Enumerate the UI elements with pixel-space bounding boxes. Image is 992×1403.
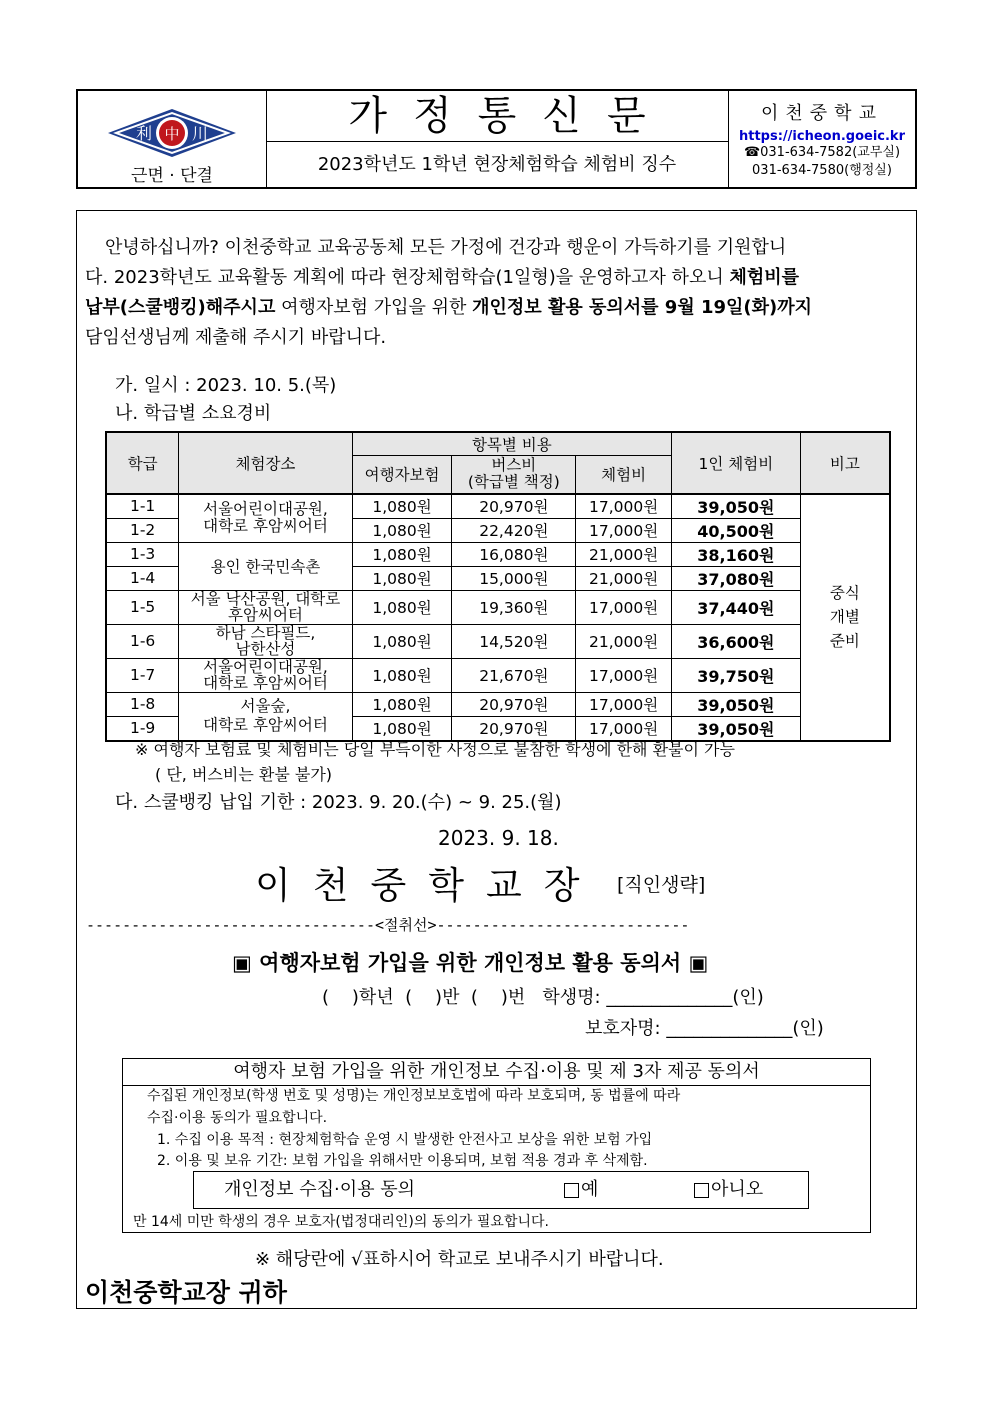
cell-fee: 17,000원 — [576, 692, 672, 716]
consent-period: 2. 이용 및 보유 기간: 보험 가입을 위해서만 이용되며, 보험 적용 경과 후 삭제함. — [157, 1153, 648, 1169]
minor-consent-note: 만 14세 미만 학생의 경우 보호자(법정대리인)의 동의가 필요합니다. — [133, 1214, 549, 1230]
cell-fee: 17,000원 — [576, 590, 672, 624]
cut-dashes-right: ---------------------------- — [436, 916, 690, 934]
item-cost: 나. 학급별 소요경비 — [115, 403, 272, 424]
logo-char-left: 利 — [135, 124, 153, 143]
cell-place — [179, 692, 352, 741]
note-line: 준비 — [829, 632, 860, 650]
title-cell — [266, 91, 729, 187]
cell-fee: 17,000원 — [576, 494, 672, 519]
agree-no-option[interactable] — [694, 1172, 763, 1208]
cell-fee: 17,000원 — [576, 518, 672, 542]
cell-total: 38,160원 — [672, 542, 801, 566]
cell-insurance: 1,080원 — [352, 566, 452, 590]
table-row — [106, 542, 890, 566]
school-info-cell — [729, 91, 915, 187]
agree-yes-option[interactable] — [564, 1172, 598, 1208]
cell-class: 1-5 — [106, 590, 179, 624]
intro-line-2 — [85, 263, 799, 293]
header-bus-label: 버스비 — [491, 456, 537, 475]
cell-class: 1-9 — [106, 716, 179, 741]
school-name: 이천중학교 — [761, 103, 883, 124]
cell-class: 1-6 — [106, 624, 179, 658]
header-bus-note: (학급별 책정) — [467, 473, 560, 492]
cell-bus: 22,420원 — [452, 518, 576, 542]
cell-place — [179, 542, 352, 590]
consent-purpose: 1. 수집 이용 목적 : 현장체험학습 운영 시 발생한 안전사고 보상을 위한 보험 가입 — [157, 1132, 653, 1148]
cell-fee: 21,000원 — [576, 542, 672, 566]
cell-place — [179, 590, 352, 624]
place-line: 서울 낙산공원, 대학로 — [190, 590, 341, 608]
logo-cell — [78, 91, 267, 187]
cell-total: 39,050원 — [672, 494, 801, 519]
refund-note-2: ( 단, 버스비는 환불 불가) — [155, 765, 333, 784]
sign-date: 2023. 9. 18. — [438, 826, 559, 850]
cell-bus: 20,970원 — [452, 692, 576, 716]
intro-line-3 — [85, 293, 812, 323]
cell-insurance: 1,080원 — [352, 624, 452, 658]
place-line: 용인 한국민속촌 — [210, 558, 321, 576]
cell-insurance: 1,080원 — [352, 542, 452, 566]
header-item-costs: 항목별 비용 — [352, 432, 671, 456]
guardian-info-line: 보호자명: ______________(인) — [585, 1018, 824, 1039]
cell-insurance: 1,080원 — [352, 590, 452, 624]
intro-line-1: 안녕하십니까? 이천중학교 교육공동체 모든 가정에 건강과 행운이 가득하기를 기원합니 — [105, 237, 787, 258]
cell-total: 36,600원 — [672, 624, 801, 658]
logo-char-right: 川 — [191, 124, 209, 143]
header-fee: 체험비 — [576, 456, 672, 494]
cell-bus: 19,360원 — [452, 590, 576, 624]
cell-place — [179, 658, 352, 692]
header-insurance: 여행자보험 — [352, 456, 452, 494]
return-instruction: ※ 해당란에 √표하시어 학교로 보내주시기 바랍니다. — [255, 1249, 664, 1270]
intro-line-2-text: 다. 2023학년도 교육활동 계획에 따라 현장체험학습(1일형)을 운영하고자 하오니 — [85, 267, 730, 288]
intro-line-3-text: 여행자보험 가입을 위한 — [275, 297, 473, 318]
letter-header — [76, 89, 917, 189]
consent-box — [122, 1058, 871, 1233]
phone-admin: 031-634-7580(행정실) — [752, 163, 892, 178]
table-row — [106, 494, 890, 519]
cell-total: 39,050원 — [672, 692, 801, 716]
cell-fee: 17,000원 — [576, 658, 672, 692]
agree-label: 개인정보 수집·이용 동의 — [224, 1179, 416, 1200]
phone-academic: ☎031-634-7582(교무실) — [743, 145, 901, 160]
cut-dashes-left: -------------------------------- — [86, 916, 375, 934]
school-motto: 근면 · 단결 — [131, 166, 213, 186]
table-row — [106, 590, 890, 624]
table-row — [106, 658, 890, 692]
cell-place — [179, 624, 352, 658]
cell-class: 1-8 — [106, 692, 179, 716]
logo-char-center: 中 — [164, 125, 180, 143]
place-line: 남한산성 — [235, 640, 296, 658]
place-line: 하남 스타필드, — [215, 624, 316, 642]
cut-label: <절취선> — [374, 916, 437, 934]
place-line: 후암씨어터 — [228, 606, 303, 624]
addressee: 이천중학교장 귀하 — [85, 1278, 287, 1307]
place-line: 서울어린이대공원, — [203, 658, 328, 676]
cell-total: 40,500원 — [672, 518, 801, 542]
cell-bus: 15,000원 — [452, 566, 576, 590]
cell-fee: 21,000원 — [576, 566, 672, 590]
consent-body-1: 수집된 개인정보(학생 번호 및 성명)는 개인정보보호법에 따라 보호되며, 동 법률에 따라 — [147, 1088, 681, 1104]
header-class: 학급 — [106, 432, 179, 494]
document-title: 가정통신문 — [266, 91, 728, 142]
cell-insurance: 1,080원 — [352, 494, 452, 519]
header-place: 체험장소 — [179, 432, 352, 494]
cell-total: 39,050원 — [672, 716, 801, 741]
place-line: 대학로 후암씨어터 — [203, 674, 328, 692]
cell-fee: 21,000원 — [576, 624, 672, 658]
yes-checkbox[interactable] — [564, 1183, 579, 1198]
cell-total: 39,750원 — [672, 658, 801, 692]
document-subtitle: 2023학년도 1학년 현장체험학습 체험비 징수 — [317, 154, 677, 175]
cell-class: 1-7 — [106, 658, 179, 692]
cut-line — [86, 914, 689, 935]
cell-bus: 21,670원 — [452, 658, 576, 692]
place-line: 대학로 후암씨어터 — [203, 716, 328, 734]
student-info-line: ( )학년 ( )반 ( )번 학생명: ______________(인) — [322, 987, 764, 1008]
cell-total: 37,080원 — [672, 566, 801, 590]
intro-bold-fee: 체험비를 — [729, 267, 800, 288]
cell-bus: 20,970원 — [452, 716, 576, 741]
cell-class: 1-4 — [106, 566, 179, 590]
place-line: 대학로 후암씨어터 — [203, 517, 328, 535]
table-row — [106, 624, 890, 658]
cell-fee: 17,000원 — [576, 716, 672, 741]
item-payment-deadline: 다. 스쿨뱅킹 납입 기한 : 2023. 9. 20.(수) ~ 9. 25.(월) — [115, 792, 562, 813]
cell-insurance: 1,080원 — [352, 716, 452, 741]
cell-class: 1-2 — [106, 518, 179, 542]
cell-insurance: 1,080원 — [352, 658, 452, 692]
place-line: 서울숲, — [240, 697, 291, 715]
header-bus — [452, 456, 576, 494]
note-line: 개별 — [829, 608, 860, 626]
cell-insurance: 1,080원 — [352, 518, 452, 542]
cell-place — [179, 494, 352, 543]
table-row — [106, 692, 890, 716]
cell-class: 1-1 — [106, 494, 179, 519]
cell-bus: 14,520원 — [452, 624, 576, 658]
consent-heading: 여행자 보험 가입을 위한 개인정보 수집·이용 및 제 3자 제공 동의서 — [123, 1059, 870, 1086]
note-line: 중식 — [829, 584, 860, 602]
yes-label: 예 — [581, 1179, 599, 1200]
intro-bold-payment: 납부(스쿨뱅킹)해주시고 — [85, 297, 276, 318]
header-total: 1인 체험비 — [672, 432, 801, 494]
cell-insurance: 1,080원 — [352, 692, 452, 716]
cell-note — [800, 494, 890, 741]
item-date: 가. 일시 : 2023. 10. 5.(목) — [115, 375, 337, 396]
fee-table — [105, 431, 891, 742]
school-logo-icon — [78, 95, 266, 165]
cell-class: 1-3 — [106, 542, 179, 566]
agree-box — [193, 1171, 809, 1209]
seal-omitted: [직인생략] — [617, 874, 706, 896]
cell-bus: 20,970원 — [452, 494, 576, 519]
school-url-link[interactable]: https://icheon.goeic.kr — [739, 129, 905, 144]
no-label: 아니오 — [711, 1179, 764, 1200]
cell-bus: 16,080원 — [452, 542, 576, 566]
header-note: 비고 — [800, 432, 890, 494]
intro-bold-consent: 개인정보 활용 동의서를 9월 19일(화)까지 — [472, 297, 813, 318]
principal-name: 이천중학교장 — [255, 864, 602, 907]
refund-note-1: ※ 여행자 보험료 및 체험비는 당일 부득이한 사정으로 불참한 학생에 한해 환불이 가능 — [135, 740, 735, 759]
consent-body-2: 수집·이용 동의가 필요합니다. — [147, 1110, 328, 1126]
cell-total: 37,440원 — [672, 590, 801, 624]
form-title: ▣ 여행자보험 가입을 위한 개인정보 활용 동의서 ▣ — [232, 951, 709, 975]
no-checkbox[interactable] — [694, 1183, 709, 1198]
place-line: 서울어린이대공원, — [203, 500, 328, 518]
intro-line-4: 담임선생님께 제출해 주시기 바랍니다. — [85, 327, 387, 348]
